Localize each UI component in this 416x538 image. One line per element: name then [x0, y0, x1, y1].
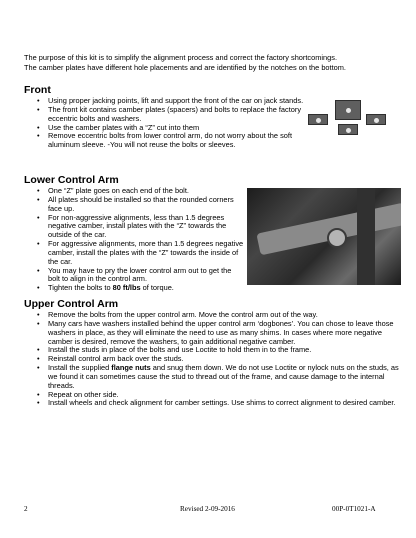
lower-control-arm-heading: Lower Control Arm: [24, 174, 119, 186]
revision-date: Revised 2-09-2016: [180, 505, 235, 513]
flange-nuts-text: flange nuts: [111, 363, 151, 373]
upper-item-flange-nuts: • Install the supplied flange nuts and snug them down. We do not use Loctite or nylock nuts on the studs, as we found it can sometimes cause the stud to thread out of the frame, and cause damage to the internal threads.: [48, 364, 406, 391]
lower-item: • All plates should be installed so that the rounded corners face up.: [48, 196, 244, 214]
camber-plate: [366, 114, 386, 125]
intro-paragraph: [24, 53, 396, 72]
lower-item: • One “Z” plate goes on each end of the bolt.: [48, 187, 244, 196]
front-item: • Use the camber plates with a “Z” cut into them: [48, 124, 310, 133]
part-number: 00P-0T1021-A: [332, 505, 376, 513]
camber-plate: [338, 124, 358, 135]
camber-plate: [335, 100, 361, 120]
front-list: [24, 97, 310, 150]
front-heading: Front: [24, 84, 51, 96]
lower-control-arm-list: [24, 187, 244, 293]
lower-item: • For non-aggressive alignments, less than 1.5 degrees negative camber, install plates with the “Z” towards the outside of the car.: [48, 214, 244, 241]
intro-line-2: The camber plates have different hole placements and are identified by the notches on the bottom.: [24, 62, 346, 72]
control-arm-photo: [247, 188, 401, 285]
upper-item: • Reinstall control arm back over the studs.: [48, 355, 406, 364]
camber-plate: [308, 114, 328, 125]
front-item: • The front kit contains camber plates (spacers) and bolts to replace the factory eccentric bolts and washers.: [48, 106, 310, 124]
lower-item-torque: • Tighten the bolts to 80 ft/lbs of torque.: [48, 284, 244, 293]
lower-item: • You may have to pry the lower control arm out to get the bolt to align in the control arm.: [48, 267, 244, 285]
camber-plates-image: [306, 98, 390, 144]
page-number: 2: [24, 505, 28, 513]
front-item: • Using proper jacking points, lift and support the front of the car on jack stands.: [48, 97, 310, 106]
upper-item: • Repeat on other side.: [48, 391, 406, 400]
torque-value: 80 ft/lbs: [112, 283, 141, 293]
upper-item: • Install the studs in place of the bolts and use Loctite to hold them in to the frame.: [48, 346, 406, 355]
lower-item: • For aggressive alignments, more than 1.5 degrees negative camber, install the plates with the “Z” towards the inside of the car.: [48, 240, 244, 267]
upper-control-arm-heading: Upper Control Arm: [24, 298, 119, 310]
front-item: • Remove eccentric bolts from lower control arm, do not worry about the soft aluminum sleeve. -You will not reuse the bolts or sleeves.: [48, 132, 310, 150]
intro-line-1: The purpose of this kit is to simplify the alignment process and correct the factory shortcomings.: [24, 53, 338, 62]
upper-item: • Install wheels and check alignment for camber settings. Use shims to correct alignment to desired camber.: [48, 399, 406, 408]
upper-control-arm-list: [24, 311, 406, 408]
upper-item: • Remove the bolts from the upper control arm. Move the control arm out of the way.: [48, 311, 406, 320]
upper-item: • Many cars have washers installed behind the upper control arm ‘dogbones’. You can chose to leave those washers in place, as they will eliminate the need to use as many shims. In cases where more negative camber is desired, remove the washers, to gain additional negative camber.: [48, 320, 406, 347]
